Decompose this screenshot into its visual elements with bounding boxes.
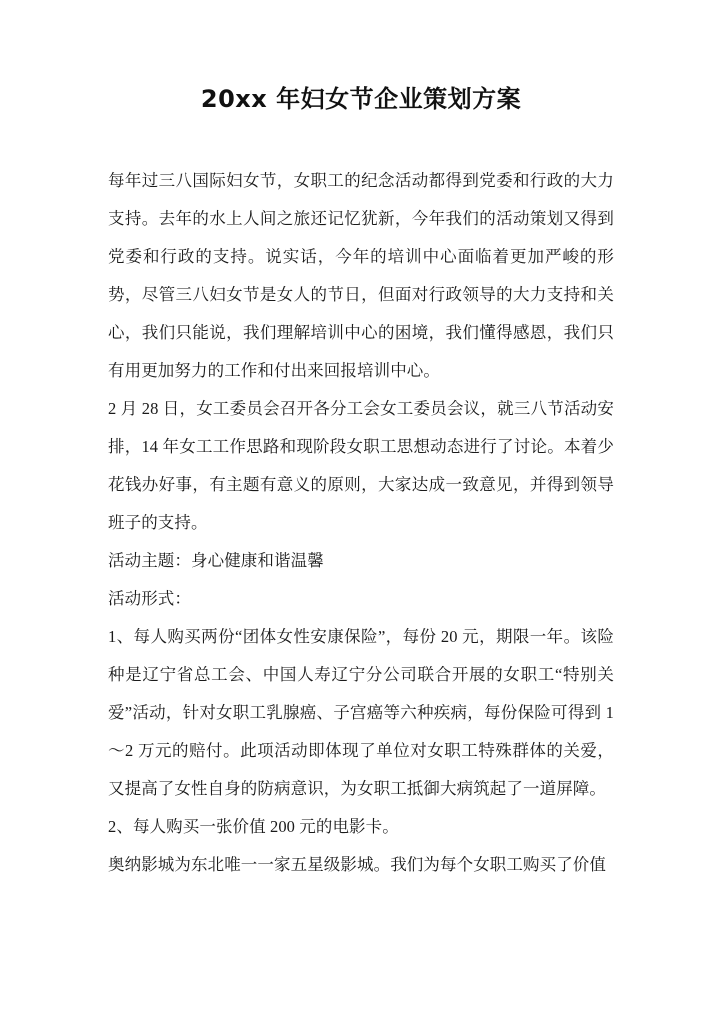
- page-title: 20xx 年妇女节企业策划方案: [200, 85, 522, 113]
- paragraph-activity-theme: 活动主题：身心健康和谐温馨: [108, 551, 324, 570]
- paragraph-meeting: 2 月 28 日，女工委员会召开各分工会女工委员会议，就三八节活动安排，14 年女工工作思路和现阶段女职工思想动态进行了讨论。本着少花钱办好事，有主题有意义的原则，大家达成一致意见，并得到领导班子的支持。: [108, 399, 614, 532]
- document-body: [108, 62, 614, 884]
- paragraph-activity-format-heading: 活动形式：: [108, 589, 191, 608]
- title-spacer: [108, 116, 614, 162]
- paragraph-item-2-movie-card: 2、每人购买一张价值 200 元的电影卡。: [108, 817, 399, 836]
- paragraph-item-2-detail: 奥纳影城为东北唯一一家五星级影城。我们为每个女职工购买了价值: [108, 855, 606, 874]
- paragraph-intro: 每年过三八国际妇女节，女职工的纪念活动都得到党委和行政的大力支持。去年的水上人间之旅还记忆犹新，今年我们的活动策划又得到党委和行政的支持。说实话，今年的培训中心面临着更加严峻的形势，尽管三八妇女节是女人的节日，但面对行政领导的大力支持和关心，我们只能说，我们理解培训中心的困境，我们懂得感恩，我们只有用更加努力的工作和付出来回报培训中心。: [108, 171, 614, 380]
- paragraph-item-1-insurance: 1、每人购买两份“团体女性安康保险”，每份 20 元，期限一年。该险种是辽宁省总工会、中国人寿辽宁分公司联合开展的女职工“特别关爱”活动，针对女职工乳腺癌、子宫癌等六种疾病，每份保险可得到 1〜2 万元的赔付。此项活动即体现了单位对女职工特殊群体的关爱，又提高了女性自身的防病意识，为女职工抵御大病筑起了一道屏障。: [108, 627, 614, 798]
